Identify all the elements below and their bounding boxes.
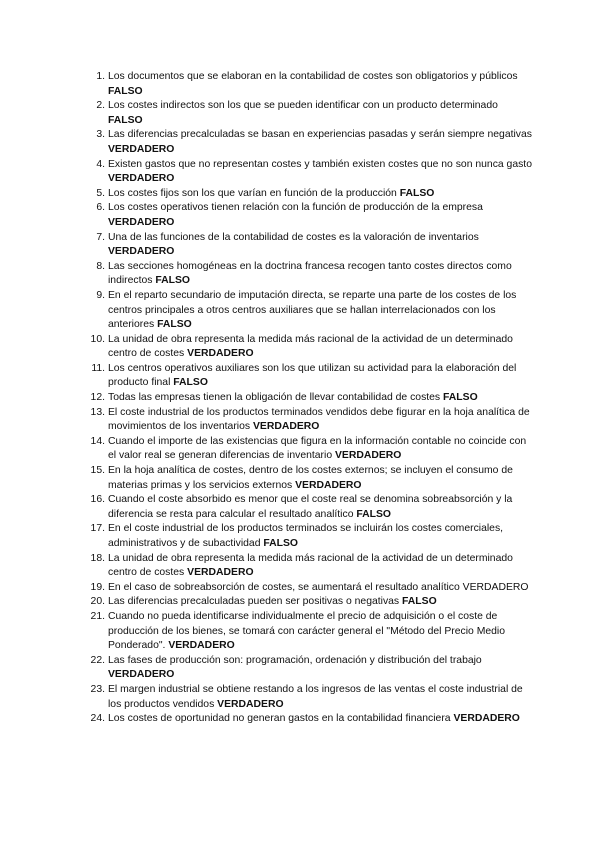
question-text: La unidad de obra representa la medida más racional de la actividad de un determinado centro de costes (108, 552, 513, 579)
question-text: Una de las funciones de la contabilidad de costes es la valoración de inventarios (108, 231, 479, 243)
answer-label: FALSO (399, 187, 435, 199)
question-item (88, 493, 533, 522)
question-text: Las secciones homogéneas en la doctrina francesa recogen tanto costes directos como indirectos (108, 260, 512, 287)
question-item (88, 406, 533, 435)
answer-label: VERDADERO (295, 479, 362, 491)
answer-label: VERDADERO (453, 713, 520, 725)
answer-label: VERDADERO (108, 143, 175, 155)
question-item (88, 712, 533, 727)
question-item (88, 610, 533, 654)
question-item (88, 70, 533, 99)
true-false-question-list (88, 70, 533, 727)
question-number: 9. (96, 289, 105, 301)
answer-label: FALSO (157, 319, 192, 331)
answer-label: VERDADERO (335, 450, 402, 462)
question-text: La unidad de obra representa la medida más racional de la actividad de un determinado centro de costes (108, 333, 513, 360)
question-text: Los costes indirectos son los que se pueden identificar con un producto determinado (108, 100, 498, 112)
question-text: Los documentos que se elaboran en la contabilidad de costes son obligatorios y públicos (108, 71, 518, 82)
question-item (88, 260, 533, 289)
question-number: 13. (90, 406, 105, 418)
question-number: 18. (90, 552, 105, 564)
answer-label: FALSO (155, 275, 190, 287)
question-text: Los costes operativos tienen relación con la función de producción de la empresa (108, 202, 483, 214)
question-number: 19. (90, 581, 105, 593)
question-text: Todas las empresas tienen la obligación de llevar contabilidad de costes (108, 392, 444, 404)
question-text: El margen industrial se obtiene restando a los ingresos de las ventas el coste industrial de los productos vendidos (108, 683, 523, 710)
answer-label: FALSO (356, 508, 391, 520)
question-item (88, 391, 533, 406)
question-item (88, 289, 533, 333)
answer-label: FALSO (108, 85, 143, 97)
question-text: Cuando el importe de las existencias que figura en la información contable no coincide con el valor real se generan diferencias de inventario (108, 435, 527, 462)
question-item (88, 333, 533, 362)
question-text: El coste industrial de los productos terminados vendidos debe figurar en la hoja analítica de movimientos de los inventarios (108, 406, 530, 433)
question-number: 11. (91, 362, 105, 374)
question-text: En el coste industrial de los productos terminados se incluirán los costes comerciales, administrativos y de subactividad (108, 523, 504, 549)
question-number: 12. (90, 392, 105, 404)
question-text: En el caso de sobreabsorción de costes, se aumentará el resultado analítico (108, 581, 463, 593)
answer-label: VERDADERO (108, 173, 175, 185)
question-item (88, 362, 533, 391)
question-number: 7. (96, 231, 105, 243)
question-number: 4. (96, 158, 105, 170)
question-item (88, 201, 533, 230)
question-item (88, 187, 533, 202)
question-item (88, 128, 533, 157)
question-number: 21. (90, 610, 105, 622)
question-item (88, 158, 533, 187)
question-text: Existen gastos que no representan costes y también existen costes que no son nunca gasto (108, 158, 532, 170)
answer-label: FALSO (173, 377, 208, 389)
question-text: Los costes de oportunidad no generan gastos en la contabilidad financiera (108, 713, 454, 725)
question-number: 23. (90, 683, 105, 695)
answer-label: VERDADERO (108, 246, 175, 258)
answer-label: VERDADERO (108, 669, 175, 681)
question-number: 20. (90, 596, 105, 608)
question-number: 22. (90, 654, 105, 666)
question-text: En el reparto secundario de imputación directa, se reparte una parte de los costes de los centros principales a otros centros auxiliares que se hallan interrelacionados con los anteriores (108, 289, 517, 331)
question-text: En la hoja analítica de costes, dentro de los costes externos; se incluyen el consumo de materias primas y los servicios externos (108, 465, 513, 491)
answer-label: VERDADERO (187, 567, 254, 579)
answer-label: FALSO (108, 114, 143, 126)
question-number: 16. (90, 494, 105, 506)
question-number: 3. (96, 129, 105, 141)
question-item (88, 464, 533, 493)
answer-label: VERDADERO (462, 581, 529, 593)
question-text: Las diferencias precalculadas se basan en experiencias pasadas y serán siempre negativas (108, 129, 532, 141)
question-item (88, 231, 533, 260)
question-number: 8. (96, 260, 105, 272)
question-text: Las fases de producción son: programación, ordenación y distribución del trabajo (108, 654, 482, 666)
answer-label: VERDADERO (168, 640, 235, 652)
answer-label: VERDADERO (252, 421, 320, 433)
question-number: 14. (90, 435, 105, 447)
answer-label: FALSO (402, 596, 437, 608)
question-number: 6. (96, 202, 105, 214)
question-item (88, 581, 533, 596)
question-item (88, 435, 533, 464)
question-number: 10. (90, 333, 105, 345)
answer-label: VERDADERO (187, 348, 254, 360)
question-item (88, 552, 533, 581)
question-text: Las diferencias precalculadas pueden ser positivas o negativas (108, 596, 403, 608)
question-number: 15. (90, 465, 105, 477)
question-number: 24. (90, 713, 105, 725)
question-text: Los costes fijos son los que varían en función de la producción (108, 187, 400, 199)
answer-label: FALSO (263, 538, 298, 549)
question-number: 1. (96, 71, 105, 82)
answer-label: VERDADERO (217, 698, 284, 710)
question-item (88, 654, 533, 683)
question-item (88, 683, 533, 712)
question-number: 17. (90, 523, 105, 535)
question-item (88, 595, 533, 610)
question-text: Los centros operativos auxiliares son los que utilizan su actividad para la elaboración del producto final (108, 362, 517, 389)
question-number: 5. (96, 187, 105, 199)
question-text: Cuando el coste absorbido es menor que el coste real se denomina sobreabsorción y la diferencia se resta para calcular el resultado analítico (108, 494, 513, 520)
question-item (88, 522, 533, 551)
answer-label: FALSO (443, 392, 478, 404)
question-item (88, 99, 533, 128)
question-text: Cuando no pueda identificarse individualmente el precio de adquisición o el coste de producción de los bienes, se tomará con carácter general el "Método del Precio Medio Ponderado". (108, 610, 506, 652)
answer-label: VERDADERO (108, 216, 175, 228)
question-number: 2. (96, 100, 105, 112)
